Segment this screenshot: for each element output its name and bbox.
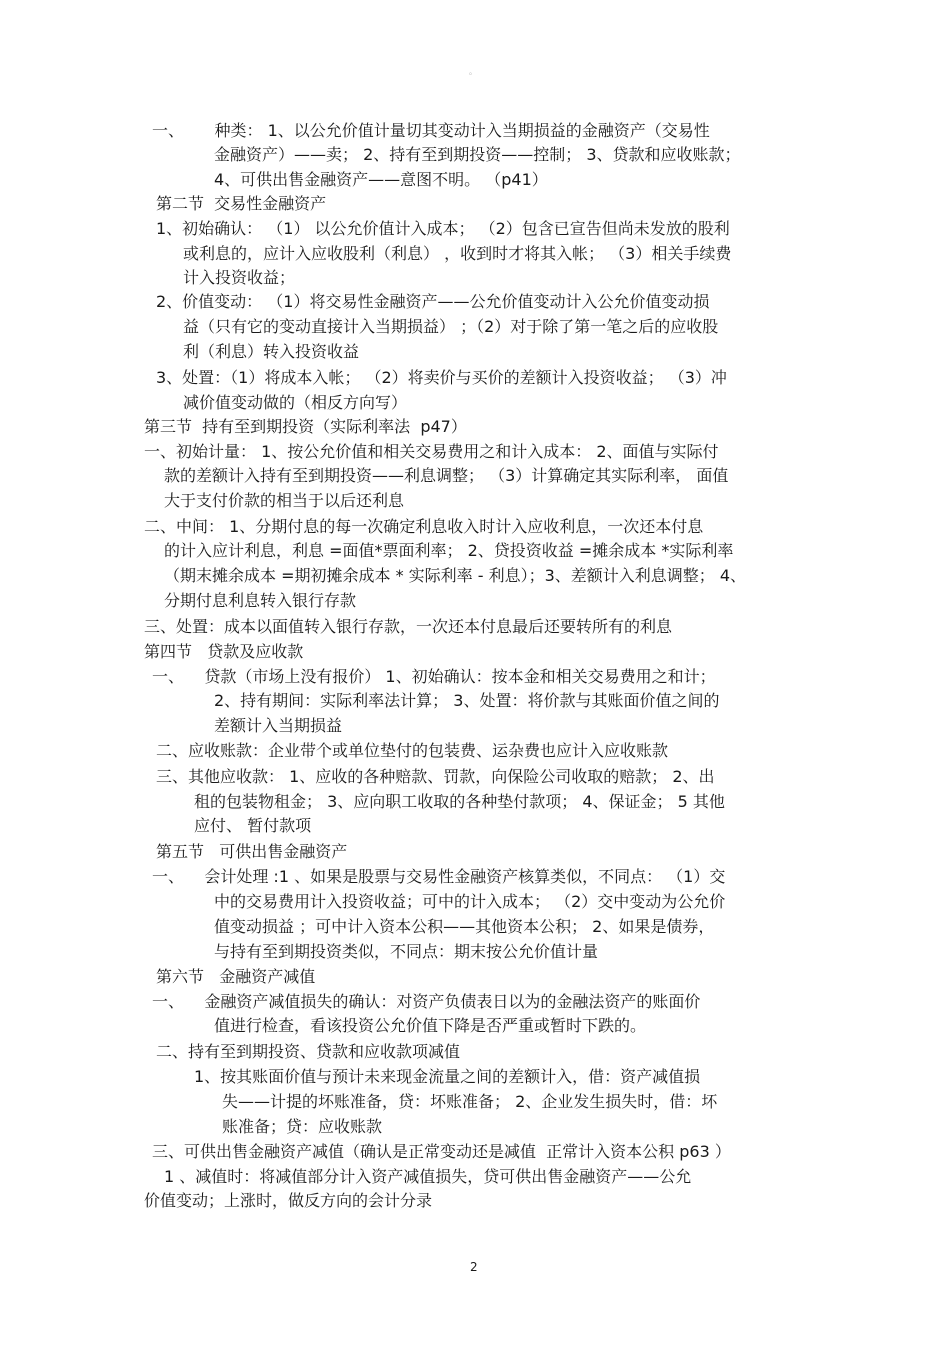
text-line: 4、可供出售金融资产——意图不明。 （p41） xyxy=(214,170,548,189)
text-line: 账准备；贷：应收账款 xyxy=(222,1117,383,1136)
text-line: 1、初始确认： （1） 以公允价值计入成本； （2）包含已宣告但尚未发放的股利 xyxy=(156,219,730,238)
text-line: 租的包装物租金； 3、应向职工收取的各种垫付款项； 4、保证金； 5 其他 xyxy=(194,792,725,811)
text-line: 三、其他应收款： 1、应收的各种赔款、罚款，向保险公司收取的赔款； 2、出 xyxy=(156,767,715,786)
text-line: 第四节 贷款及应收款 xyxy=(144,642,304,661)
text-line: 2、价值变动： （1）将交易性金融资产——公允价值变动计入公允价值变动损 xyxy=(156,292,710,311)
text-line: 计入投资收益； xyxy=(183,268,296,287)
text-line: 二、持有至到期投资、贷款和应收款项减值 xyxy=(156,1042,461,1061)
text-line: 三、可供出售金融资产减值（确认是正常变动还是减值 正常计入资本公积 p63 ） xyxy=(152,1142,731,1161)
page-number: 2 xyxy=(470,1260,478,1274)
text-line: 第二节 交易性金融资产 xyxy=(156,194,327,213)
text-line: 或利息的，应计入应收股利（利息） ，收到时才将其入帐； （3）相关手续费 xyxy=(183,244,732,263)
text-line: 值进行检查，看该投资公允价值下降是否严重或暂时下跌的。 xyxy=(214,1016,647,1035)
text-line: 3、处置：（1）将成本入帐； （2）将卖价与买价的差额计入投资收益； （3）冲 xyxy=(156,368,727,387)
text-line: 与持有至到期投资类似，不同点：期末按公允价值计量 xyxy=(214,942,599,961)
text-line: 利（利息）转入投资收益 xyxy=(183,342,360,361)
text-line: 价值变动；上涨时，做反方向的会计分录 xyxy=(144,1191,433,1210)
text-line: 2、持有期间：实际利率法计算； 3、处置：将价款与其账面价值之间的 xyxy=(214,691,720,710)
text-line: 1 、减值时：将减值部分计入资产减值损失，贷可供出售金融资产——公允 xyxy=(164,1167,692,1186)
text-line: 三、处置：成本以面值转入银行存款，一次还本付息最后还要转所有的利息 xyxy=(144,617,673,636)
text-line: 第三节 持有至到期投资（实际利率法 p47） xyxy=(144,417,467,436)
text-line: 二、中间： 1、分期付息的每一次确定利息收入时计入应收利息，一次还本付息 xyxy=(144,517,704,536)
text-line: 中的交易费用计入投资收益；可中的计入成本； （2）交中变动为公允价 xyxy=(214,892,726,911)
text-line: 1、按其账面价值与预计未来现金流量之间的差额计入，借：资产减值损 xyxy=(194,1067,701,1086)
text-line: 一、初始计量： 1、按公允价值和相关交易费用之和计入成本： 2、面值与实际付 xyxy=(144,442,719,461)
text-line: 一、 会计处理 :1 、如果是股票与交易性金融资产核算类似，不同点： （1）交 xyxy=(152,867,726,886)
text-line: 的计入应计利息，利息 =面值*票面利率； 2、贷投资收益 =摊余成本 *实际利率 xyxy=(164,541,734,560)
text-line: 应付、 暂付款项 xyxy=(194,816,312,835)
text-line: 一、 种类： 1、以公允价值计量切其变动计入当期损益的金融资产（交易性 xyxy=(152,121,710,140)
text-line: 减价值变动做的（相反方向写） xyxy=(183,393,408,412)
text-line: 益（只有它的变动直接计入当期损益） ；（2）对于除了第一笔之后的应收股 xyxy=(183,317,719,336)
header-mark: 。 xyxy=(469,67,477,76)
text-line: （期末摊余成本 =期初摊余成本 * 实际利率 - 利息）；3、差额计入利息调整； 4、 xyxy=(164,566,747,585)
text-line: 差额计入当期损益 xyxy=(214,716,343,735)
text-line: 第六节 金融资产减值 xyxy=(156,967,316,986)
text-line: 失——计提的坏账准备，贷：坏账准备； 2、企业发生损失时，借：坏 xyxy=(222,1092,718,1111)
text-line: 金融资产）——卖； 2、持有至到期投资——控制； 3、贷款和应收账款； xyxy=(214,145,741,164)
text-line: 一、 贷款（市场上没有报价） 1、初始确认：按本金和相关交易费用之和计； xyxy=(152,667,716,686)
text-line: 二、应收账款：企业带个或单位垫付的包装费、运杂费也应计入应收账款 xyxy=(156,741,669,760)
text-line: 分期付息利息转入银行存款 xyxy=(164,591,357,610)
text-line: 大于支付价款的相当于以后还利息 xyxy=(164,491,405,510)
text-line: 值变动损益 ；可中计入资本公积——其他资本公积； 2、如果是债券， xyxy=(214,917,715,936)
text-line: 款的差额计入持有至到期投资——利息调整； （3）计算确定其实际利率， 面值 xyxy=(164,466,729,485)
text-line: 第五节 可供出售金融资产 xyxy=(156,842,348,861)
text-line: 一、 金融资产减值损失的确认：对资产负债表日以为的金融法资产的账面价 xyxy=(152,992,701,1011)
